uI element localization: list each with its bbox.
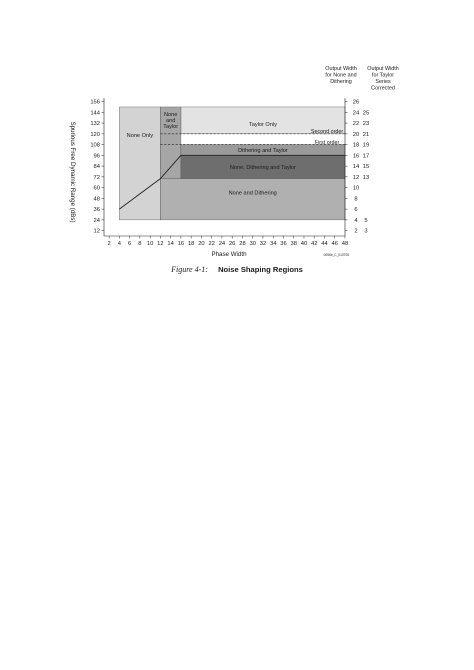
x-tick-label: 24 (218, 241, 226, 247)
region-label-0: Taylor Only (248, 121, 277, 128)
right-tick-label-1: 26 (352, 99, 360, 106)
right-tick-label-2: 25 (362, 110, 370, 117)
x-tick-label: 38 (290, 241, 297, 247)
y-tick-label: 144 (90, 110, 100, 117)
right-tick-label-1: 10 (352, 185, 360, 192)
x-tick-label: 18 (187, 241, 195, 247)
x-tick-label: 4 (117, 241, 122, 247)
x-tick-label: 34 (269, 241, 277, 247)
right-tick-label-2: 19 (362, 142, 370, 149)
x-tick-label: 12 (157, 241, 164, 247)
right-axis-2-title-line: for Taylor (371, 72, 395, 79)
x-tick-label: 30 (249, 241, 256, 247)
region-label-1: None Only (126, 132, 154, 139)
x-tick-label: 22 (208, 241, 215, 247)
reference-label-1: First order (314, 139, 340, 146)
right-tick-label-1: 8 (354, 196, 358, 203)
y-tick-label: 156 (90, 99, 100, 106)
y-tick-label: 12 (93, 228, 100, 235)
right-axis-2-title-line: Output Width (367, 66, 399, 72)
x-tick-label: 44 (321, 241, 328, 247)
right-tick-label-1: 20 (352, 131, 360, 138)
region-label-4: None, Dithering and Taylor (229, 165, 297, 171)
x-tick-label: 28 (239, 241, 246, 247)
x-tick-label: 48 (341, 241, 349, 247)
right-tick-label-2: 21 (362, 131, 370, 138)
x-tick-label: 36 (280, 241, 287, 247)
right-tick-label-2: 13 (362, 174, 370, 181)
right-axis-1-title-line: Dithering (330, 79, 352, 85)
right-tick-label-1: 16 (352, 153, 360, 160)
x-tick-label: 16 (177, 241, 185, 247)
y-tick-label: 120 (90, 131, 100, 138)
x-tick-label: 2 (107, 241, 111, 247)
y-tick-label: 84 (93, 164, 100, 171)
region-label-3: Dithering and Taylor (238, 147, 288, 154)
x-tick-label: 10 (146, 241, 154, 247)
x-tick-label: 32 (259, 241, 267, 247)
y-tick-label: 132 (90, 121, 100, 128)
figure-caption (0, 265, 474, 274)
y-tick-label: 96 (93, 153, 100, 160)
y-tick-label: 72 (93, 174, 100, 181)
region-label-5: None and Dithering (228, 190, 277, 197)
region-5 (160, 179, 345, 220)
right-tick-label-1: 6 (354, 207, 358, 214)
right-axis-1-title-line: for None and (325, 72, 357, 79)
y-axis-title: Spurious Free Dynamic Range (dBs) (69, 121, 76, 223)
reference-label-0: Second order (310, 129, 344, 136)
right-tick-label-1: 14 (352, 164, 360, 171)
right-tick-label-1: 12 (352, 174, 360, 181)
figure-title: Noise Shaping Regions (218, 265, 303, 274)
right-tick-label-2: 3 (364, 228, 368, 235)
y-tick-label: 108 (90, 142, 100, 149)
region-label-2: Taylor (163, 123, 179, 130)
chart-regions (119, 107, 345, 220)
right-tick-label-1: 24 (352, 110, 360, 117)
y-tick-label: 24 (93, 217, 100, 224)
x-tick-label: 26 (228, 241, 236, 247)
y-tick-label: 36 (93, 207, 100, 214)
x-tick-label: 6 (128, 241, 132, 247)
right-tick-label-2: 23 (362, 121, 370, 128)
region-1 (119, 107, 160, 220)
x-tick-label: 14 (167, 241, 174, 247)
x-axis-title: Phase Width (211, 251, 247, 258)
right-tick-label-2: 5 (364, 217, 368, 224)
y-tick-label: 48 (93, 196, 100, 203)
x-tick-label: 20 (198, 241, 205, 247)
right-axis-2-title-line: Series (375, 79, 391, 85)
right-axis-2-title-line: Corrected (371, 85, 395, 92)
right-tick-label-1: 4 (354, 217, 358, 224)
right-axis-1-title-line: Output Width (325, 66, 357, 72)
region-label-2: None (163, 111, 178, 118)
right-tick-label-1: 22 (352, 121, 360, 128)
region-label-2: and (165, 117, 176, 124)
right-tick-label-2: 17 (362, 153, 370, 160)
y-tick-label: 60 (93, 185, 100, 192)
x-tick-label: 46 (331, 241, 338, 247)
x-tick-label: 42 (311, 241, 318, 247)
figure-label: Figure 4-1: (171, 265, 208, 274)
x-tick-label: 40 (300, 241, 308, 247)
x-tick-label: 8 (138, 241, 142, 247)
right-tick-label-2: 15 (362, 164, 370, 171)
right-tick-label-1: 18 (352, 142, 360, 149)
figure-id-text: 0056b_C_010705 (323, 253, 349, 257)
right-tick-label-1: 2 (354, 228, 358, 235)
